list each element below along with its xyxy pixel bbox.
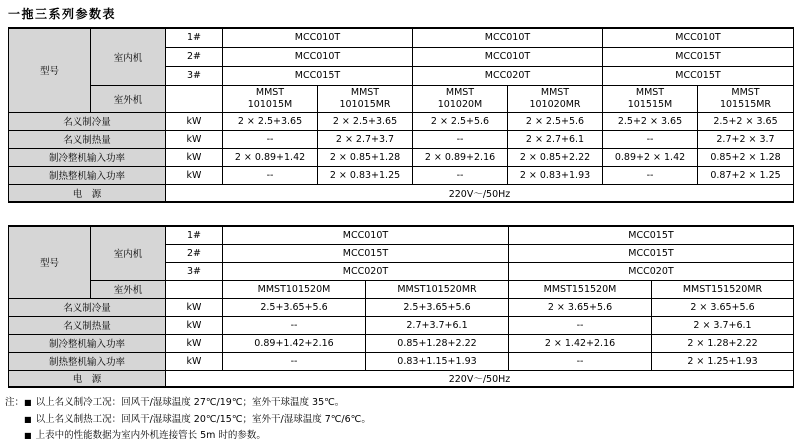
value-cell: 2.5+3.65+5.6 — [223, 298, 366, 316]
indoor-unit-header-cell: 室内机 — [91, 226, 166, 280]
square-bullet-icon: ■ — [24, 431, 32, 440]
param-label-cell: 制热整机输入功率 — [9, 352, 166, 370]
value-cell: 0.87+2 × 1.25 — [698, 166, 794, 184]
indoor-model-cell: MCC020T — [223, 262, 509, 280]
unit-cell: kW — [166, 112, 223, 130]
value-cell: 2 × 0.85+2.22 — [508, 148, 603, 166]
param-label-cell: 名义制热量 — [9, 130, 166, 148]
indoor-model-cell: MCC010T — [413, 47, 603, 66]
unit-cell: kW — [166, 130, 223, 148]
outdoor-model-cell: MMST 101020MR — [508, 85, 603, 112]
value-cell: 0.85+1.28+2.22 — [366, 334, 509, 352]
param-label-cell: 制冷整机输入功率 — [9, 148, 166, 166]
value-cell: -- — [413, 130, 508, 148]
indoor-model-cell: MCC010T — [223, 226, 509, 244]
param-label-cell: 名义制冷量 — [9, 112, 166, 130]
unit-cell: kW — [166, 334, 223, 352]
note-text: 以上名义制冷工况：回风干/湿球温度 27℃/19℃；室外干球温度 35℃。 — [35, 397, 345, 408]
indoor-row-number: 2# — [166, 47, 223, 66]
value-cell: 2.5+2 × 3.65 — [698, 112, 794, 130]
indoor-model-cell: MCC020T — [413, 66, 603, 85]
param-label-cell: 名义制热量 — [9, 316, 166, 334]
outdoor-model-cell: MMST 101015M — [223, 85, 318, 112]
note-text: 上表中的性能数据为室内外机连接管长 5m 时的参数。 — [35, 430, 266, 441]
value-cell: 2 × 0.83+1.93 — [508, 166, 603, 184]
indoor-row-number: 1# — [166, 28, 223, 47]
value-cell: 2 × 2.5+3.65 — [318, 112, 413, 130]
indoor-row-number: 2# — [166, 244, 223, 262]
outdoor-model-cell: MMST 101020M — [413, 85, 508, 112]
value-cell: 2 × 1.25+1.93 — [652, 352, 794, 370]
indoor-unit-header-cell: 室内机 — [91, 28, 166, 85]
value-cell: 2 × 0.89+1.42 — [223, 148, 318, 166]
value-cell: -- — [413, 166, 508, 184]
indoor-model-cell: MCC010T — [223, 28, 413, 47]
param-label-cell: 名义制冷量 — [9, 298, 166, 316]
unit-cell: kW — [166, 316, 223, 334]
value-cell: -- — [509, 352, 652, 370]
value-cell: 2 × 2.5+5.6 — [508, 112, 603, 130]
indoor-row-number: 3# — [166, 66, 223, 85]
page-title: 一拖三系列参数表 — [8, 7, 117, 21]
note-line — [5, 395, 799, 412]
value-cell: 2 × 0.83+1.25 — [318, 166, 413, 184]
power-label-cell: 电 源 — [9, 370, 166, 387]
value-cell: 2.5+2 × 3.65 — [603, 112, 698, 130]
indoor-row-number: 3# — [166, 262, 223, 280]
outdoor-model-cell: MMST 101515M — [603, 85, 698, 112]
indoor-model-cell: MCC010T — [603, 28, 794, 47]
value-cell: 2 × 1.42+2.16 — [509, 334, 652, 352]
value-cell: 2 × 2.7+3.7 — [318, 130, 413, 148]
unit-cell: kW — [166, 352, 223, 370]
outdoor-model-cell: MMST151520M — [509, 280, 652, 298]
value-cell: 2 × 2.7+6.1 — [508, 130, 603, 148]
model-header-cell: 型号 — [9, 28, 91, 112]
value-cell: 2 × 3.7+6.1 — [652, 316, 794, 334]
value-cell: 0.89+1.42+2.16 — [223, 334, 366, 352]
value-cell: -- — [509, 316, 652, 334]
indoor-model-cell: MCC015T — [223, 66, 413, 85]
indoor-model-cell: MCC010T — [413, 28, 603, 47]
value-cell: 2 × 2.5+5.6 — [413, 112, 508, 130]
value-cell: 0.83+1.15+1.93 — [366, 352, 509, 370]
power-value-cell: 220V～/50Hz — [166, 184, 794, 202]
value-cell: -- — [223, 316, 366, 334]
indoor-model-cell: MCC015T — [603, 47, 794, 66]
unit-cell: kW — [166, 148, 223, 166]
indoor-model-cell: MCC020T — [509, 262, 794, 280]
value-cell: 2 × 3.65+5.6 — [509, 298, 652, 316]
indoor-model-cell: MCC015T — [603, 66, 794, 85]
value-cell: -- — [223, 130, 318, 148]
indoor-model-cell: MCC015T — [223, 244, 509, 262]
note-line — [5, 412, 799, 429]
unit-cell: kW — [166, 166, 223, 184]
value-cell: 2 × 0.89+2.16 — [413, 148, 508, 166]
value-cell: 2.5+3.65+5.6 — [366, 298, 509, 316]
value-cell: -- — [223, 352, 366, 370]
model-header-cell: 型号 — [9, 226, 91, 298]
value-cell: -- — [603, 130, 698, 148]
outdoor-model-cell: MMST 101515MR — [698, 85, 794, 112]
note-line — [5, 428, 799, 445]
indoor-model-cell: MCC015T — [509, 244, 794, 262]
value-cell: 0.89+2 × 1.42 — [603, 148, 698, 166]
outdoor-unit-header-cell: 室外机 — [91, 280, 166, 298]
value-cell: -- — [223, 166, 318, 184]
param-label-cell: 制冷整机输入功率 — [9, 334, 166, 352]
outdoor-model-cell: MMST151520MR — [652, 280, 794, 298]
value-cell: 0.85+2 × 1.28 — [698, 148, 794, 166]
value-cell: 2 × 3.65+5.6 — [652, 298, 794, 316]
indoor-model-cell: MCC015T — [509, 226, 794, 244]
outdoor-unit-header-cell: 室外机 — [91, 85, 166, 112]
note-prefix: 注： — [5, 397, 25, 408]
note-text: 以上名义制热工况：回风干/湿球温度 20℃/15℃；室外干/湿球温度 7℃/6℃。 — [35, 413, 371, 425]
power-label-cell: 电 源 — [9, 184, 166, 202]
parameter-table-2 — [8, 225, 794, 388]
square-bullet-icon: ■ — [24, 398, 32, 407]
indoor-row-number: 1# — [166, 226, 223, 244]
unit-cell: kW — [166, 298, 223, 316]
footnotes — [5, 395, 799, 445]
value-cell: 2 × 1.28+2.22 — [652, 334, 794, 352]
parameter-table-1 — [8, 27, 794, 203]
value-cell: 2 × 0.85+1.28 — [318, 148, 413, 166]
outdoor-model-cell: MMST101520M — [223, 280, 366, 298]
value-cell: 2 × 2.5+3.65 — [223, 112, 318, 130]
empty-cell — [166, 85, 223, 112]
power-value-cell: 220V～/50Hz — [166, 370, 794, 387]
indoor-model-cell: MCC010T — [223, 47, 413, 66]
square-bullet-icon: ■ — [24, 414, 32, 424]
value-cell: 2.7+2 × 3.7 — [698, 130, 794, 148]
value-cell: -- — [603, 166, 698, 184]
param-label-cell: 制热整机输入功率 — [9, 166, 166, 184]
value-cell: 2.7+3.7+6.1 — [366, 316, 509, 334]
outdoor-model-cell: MMST101520MR — [366, 280, 509, 298]
empty-cell — [166, 280, 223, 298]
outdoor-model-cell: MMST 101015MR — [318, 85, 413, 112]
